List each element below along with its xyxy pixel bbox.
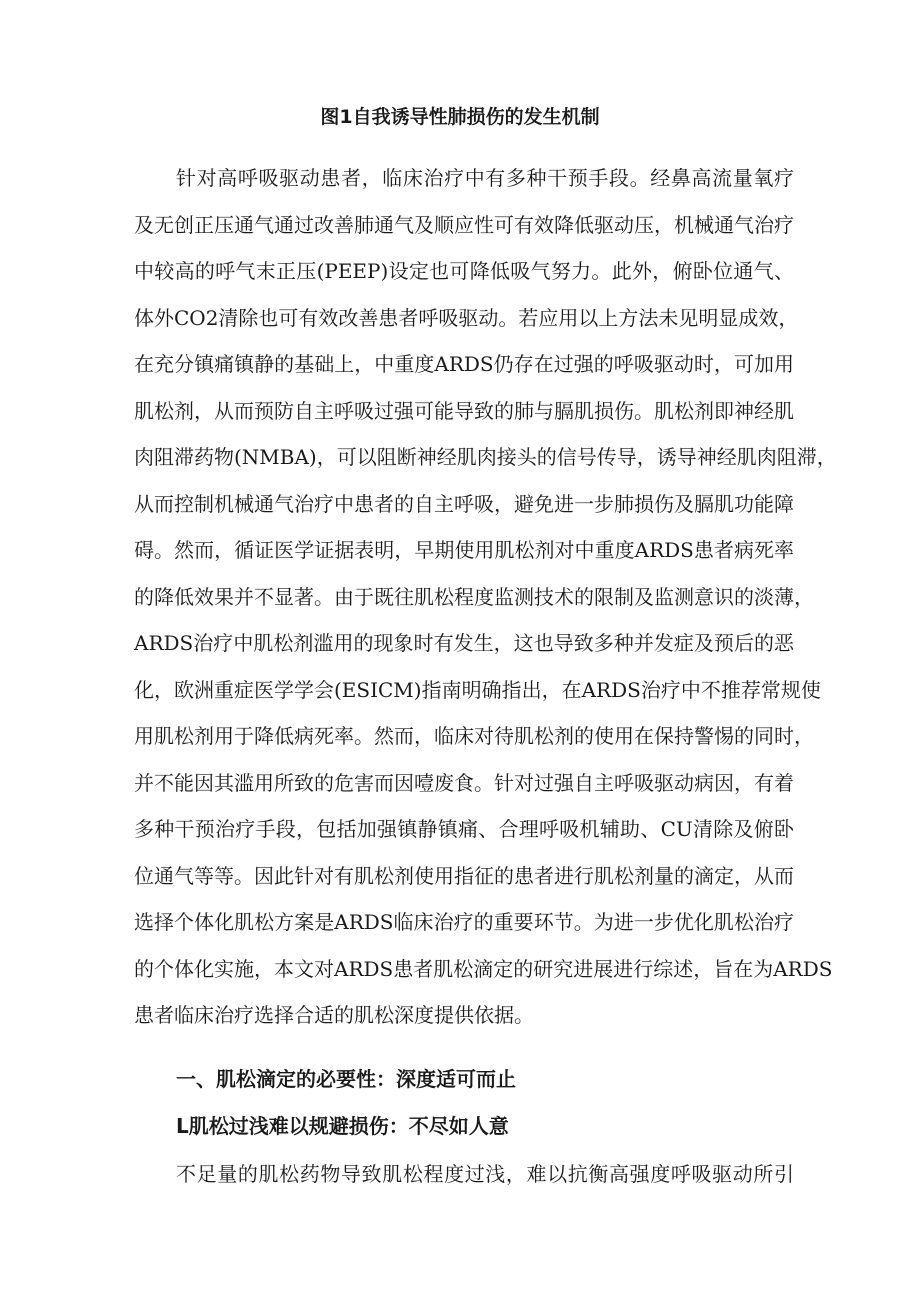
paragraph-line: 从而控制机械通气治疗中患者的自主呼吸，避免进一步肺损伤及膈肌功能障 (134, 491, 794, 516)
paragraph-line: 碍。然而，循证医学证据表明，早期使用肌松剂对中重度ARDS患者病死率 (134, 538, 794, 562)
paragraph-line: 在充分镇痛镇静的基础上，中重度ARDS仍存在过强的呼吸驱动时，可加用 (134, 352, 794, 376)
paragraph-line: 选择个体化肌松方案是ARDS临床治疗的重要环节。为进一步优化肌松治疗 (134, 910, 794, 934)
paragraph-line: 肉阻滞药物(NMBA)，可以阻断神经肌肉接头的信号传导，诱导神经肌肉阻滞， (134, 445, 837, 469)
body-paragraph (134, 155, 837, 1039)
paragraph-line: 的降低效果并不显著。由于既往肌松程度监测技术的限制及监测意识的淡薄， (134, 584, 814, 609)
paragraph-line: 针对高呼吸驱动患者，临床治疗中有多种干预手段。经鼻高流量氧疗 (176, 166, 794, 190)
paragraph-line: 中较高的呼气末正压(PEEP)设定也可降低吸气努力。此外，俯卧位通气、 (134, 259, 794, 283)
paragraph-line: ARDS治疗中肌松剂滥用的现象时有发生，这也导致多种并发症及预后的恶 (134, 631, 794, 655)
paragraph-line: 不足量的肌松药物导致肌松程度过浅，难以抗衡高强度呼吸驱动所引 (176, 1162, 794, 1186)
paragraph-line: 多种干预治疗手段，包括加强镇静镇痛、合理呼吸机辅助、CU清除及俯卧 (134, 817, 794, 841)
paragraph-line: 并不能因其滥用所致的危害而因噎废食。针对过强自主呼吸驱动病因，有着 (134, 770, 794, 795)
figure-caption: 图1自我诱导性肺损伤的发生机制 (320, 106, 600, 128)
paragraph-line: 化，欧洲重症医学学会(ESICM)指南明确指出，在ARDS治疗中不推荐常规使 (134, 677, 821, 702)
paragraph-line: 的个体化实施，本文对ARDS患者肌松滴定的研究进展进行综述，旨在为ARDS (134, 956, 833, 981)
paragraph-line: 患者临床治疗选择合适的肌松深度提供依据。 (134, 1003, 534, 1027)
paragraph-line: 及无创正压通气通过改善肺通气及顺应性可有效降低驱动压，机械通气治疗 (134, 212, 794, 237)
paragraph-line: 位通气等等。因此针对有肌松剂使用指征的患者进行肌松剂量的滴定，从而 (134, 863, 794, 888)
paragraph-line: 用肌松剂用于降低病死率。然而，临床对待肌松剂的使用在保持警惕的同时， (134, 724, 814, 748)
section-heading: 一、肌松滴定的必要性：深度适可而止 (176, 1067, 516, 1091)
paragraph-line: 肌松剂，从而预防自主呼吸过强可能导致的肺与膈肌损伤。肌松剂即神经肌 (134, 398, 794, 423)
paragraph-line: 体外CO2清除也可有效改善患者呼吸驱动。若应用以上方法未见明显成效， (134, 305, 799, 330)
subsection-heading: L肌松过浅难以规避损伤：不尽如人意 (176, 1114, 509, 1138)
